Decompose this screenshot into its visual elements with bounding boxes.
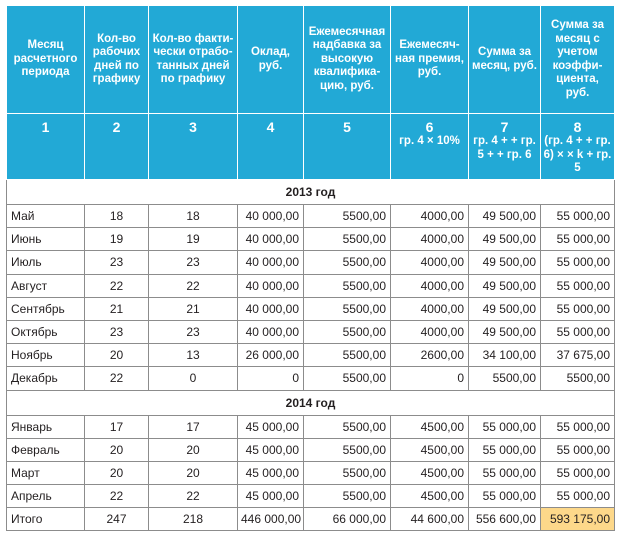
value-cell: 17 xyxy=(85,415,149,438)
value-cell: 20 xyxy=(149,461,238,484)
value-cell: 55 000,00 xyxy=(469,485,541,508)
value-cell: 49 500,00 xyxy=(469,320,541,343)
column-number xyxy=(469,114,541,180)
value-cell: 55 000,00 xyxy=(541,438,615,461)
value-cell: 19 xyxy=(85,228,149,251)
value-cell: 18 xyxy=(85,205,149,228)
value-cell: 21 xyxy=(149,297,238,320)
month-cell: Май xyxy=(7,205,85,228)
month-cell: Октябрь xyxy=(7,320,85,343)
value-cell: 0 xyxy=(149,367,238,390)
column-formula: (гр. 4 + + гр. 6) × × k + гр. 5 xyxy=(543,135,612,174)
column-number-value: 1 xyxy=(41,119,50,135)
value-cell: 55 000,00 xyxy=(541,297,615,320)
value-cell: 5500,00 xyxy=(304,344,391,367)
year-label: 2013 год xyxy=(7,180,615,205)
month-cell: Февраль xyxy=(7,438,85,461)
month-cell: Июль xyxy=(7,251,85,274)
table-row xyxy=(7,344,615,367)
year-row xyxy=(7,390,615,415)
value-cell: 4000,00 xyxy=(391,251,469,274)
value-cell: 446 000,00 xyxy=(238,508,304,531)
value-cell: 55 000,00 xyxy=(541,320,615,343)
month-cell: Январь xyxy=(7,415,85,438)
column-number-value: 6 xyxy=(425,119,434,135)
column-number-value: 2 xyxy=(112,119,121,135)
value-cell: 19 xyxy=(149,228,238,251)
value-cell: 66 000,00 xyxy=(304,508,391,531)
month-cell: Август xyxy=(7,274,85,297)
salary-table xyxy=(6,5,615,531)
month-cell: Сентябрь xyxy=(7,297,85,320)
value-cell: 44 600,00 xyxy=(391,508,469,531)
total-row xyxy=(7,508,615,531)
value-cell: 5500,00 xyxy=(304,461,391,484)
month-cell: Апрель xyxy=(7,485,85,508)
value-cell: 23 xyxy=(149,251,238,274)
column-header: Кол-во рабочих дней по графику xyxy=(85,6,149,114)
table-body xyxy=(7,180,615,531)
column-header: Ежемесячная премия, руб. xyxy=(391,6,469,114)
value-cell: 45 000,00 xyxy=(238,485,304,508)
column-number xyxy=(85,114,149,180)
table-row xyxy=(7,367,615,390)
value-cell: 22 xyxy=(149,274,238,297)
value-cell: 4000,00 xyxy=(391,228,469,251)
column-header: Оклад, руб. xyxy=(238,6,304,114)
column-number xyxy=(149,114,238,180)
value-cell: 218 xyxy=(149,508,238,531)
value-cell: 23 xyxy=(85,251,149,274)
value-cell: 20 xyxy=(149,438,238,461)
value-cell: 40 000,00 xyxy=(238,297,304,320)
value-cell: 5500,00 xyxy=(304,297,391,320)
value-cell: 4000,00 xyxy=(391,297,469,320)
value-cell: 20 xyxy=(85,461,149,484)
table-row xyxy=(7,415,615,438)
column-number xyxy=(238,114,304,180)
table-row xyxy=(7,297,615,320)
value-cell: 5500,00 xyxy=(304,485,391,508)
value-cell: 5500,00 xyxy=(304,438,391,461)
value-cell: 37 675,00 xyxy=(541,344,615,367)
value-cell: 40 000,00 xyxy=(238,251,304,274)
column-number-row xyxy=(7,114,615,180)
column-number xyxy=(304,114,391,180)
value-cell: 45 000,00 xyxy=(238,415,304,438)
value-cell: 5500,00 xyxy=(541,367,615,390)
table-row xyxy=(7,320,615,343)
value-cell: 55 000,00 xyxy=(541,274,615,297)
table-row xyxy=(7,461,615,484)
value-cell: 4500,00 xyxy=(391,438,469,461)
column-number xyxy=(541,114,615,180)
column-number-value: 8 xyxy=(573,119,582,135)
month-cell: Ноябрь xyxy=(7,344,85,367)
value-cell: 22 xyxy=(85,274,149,297)
value-cell: 2600,00 xyxy=(391,344,469,367)
value-cell: 55 000,00 xyxy=(541,461,615,484)
column-formula: гр. 4 + + гр. 5 + + гр. 6 xyxy=(473,135,536,161)
column-formula: гр. 4 × 10% xyxy=(399,135,460,147)
value-cell: 45 000,00 xyxy=(238,461,304,484)
value-cell: 22 xyxy=(85,485,149,508)
table-row xyxy=(7,438,615,461)
month-cell: Декабрь xyxy=(7,367,85,390)
value-cell: 5500,00 xyxy=(304,228,391,251)
value-cell: 55 000,00 xyxy=(541,205,615,228)
column-header: Ежемесячная надбавка за высокую квалификацию, руб. xyxy=(304,6,391,114)
column-number-value: 3 xyxy=(189,119,197,135)
value-cell: 5500,00 xyxy=(304,415,391,438)
value-cell: 22 xyxy=(85,367,149,390)
column-number-value: 5 xyxy=(343,119,351,135)
table-row xyxy=(7,485,615,508)
value-cell: 4500,00 xyxy=(391,461,469,484)
year-label: 2014 год xyxy=(7,390,615,415)
value-cell: 5500,00 xyxy=(304,205,391,228)
value-cell: 23 xyxy=(149,320,238,343)
header-row xyxy=(7,6,615,114)
value-cell: 13 xyxy=(149,344,238,367)
column-number xyxy=(391,114,469,180)
value-cell: 247 xyxy=(85,508,149,531)
value-cell: 55 000,00 xyxy=(541,415,615,438)
value-cell: 17 xyxy=(149,415,238,438)
value-cell: 4500,00 xyxy=(391,415,469,438)
value-cell: 21 xyxy=(85,297,149,320)
value-cell: 49 500,00 xyxy=(469,297,541,320)
value-cell: 0 xyxy=(238,367,304,390)
value-cell: 49 500,00 xyxy=(469,251,541,274)
value-cell: 556 600,00 xyxy=(469,508,541,531)
column-header: Сумма за месяц с учетом коэффициента, руб. xyxy=(541,6,615,114)
value-cell: 4000,00 xyxy=(391,274,469,297)
value-cell: 5500,00 xyxy=(304,251,391,274)
value-cell: 49 500,00 xyxy=(469,274,541,297)
column-number xyxy=(7,114,85,180)
value-cell: 18 xyxy=(149,205,238,228)
column-number-value: 7 xyxy=(500,119,509,135)
value-cell: 5500,00 xyxy=(304,367,391,390)
column-number-value: 4 xyxy=(266,119,275,135)
table-row xyxy=(7,274,615,297)
table-row xyxy=(7,205,615,228)
value-cell: 55 000,00 xyxy=(541,228,615,251)
value-cell: 55 000,00 xyxy=(541,251,615,274)
value-cell: 34 100,00 xyxy=(469,344,541,367)
column-header: Месяц расчетного периода xyxy=(7,6,85,114)
column-header: Сумма за месяц, руб. xyxy=(469,6,541,114)
value-cell: 5500,00 xyxy=(304,320,391,343)
value-cell: 20 xyxy=(85,438,149,461)
value-cell: 55 000,00 xyxy=(469,461,541,484)
value-cell: 40 000,00 xyxy=(238,205,304,228)
value-cell: 23 xyxy=(85,320,149,343)
month-cell: Итого xyxy=(7,508,85,531)
value-cell: 0 xyxy=(391,367,469,390)
value-cell: 40 000,00 xyxy=(238,228,304,251)
value-cell: 49 500,00 xyxy=(469,228,541,251)
year-row xyxy=(7,180,615,205)
column-header: Кол-во фактически отработанных дней по графику xyxy=(149,6,238,114)
value-cell: 593 175,00 xyxy=(541,508,615,531)
value-cell: 40 000,00 xyxy=(238,274,304,297)
value-cell: 40 000,00 xyxy=(238,320,304,343)
table-row xyxy=(7,251,615,274)
value-cell: 55 000,00 xyxy=(469,438,541,461)
value-cell: 45 000,00 xyxy=(238,438,304,461)
value-cell: 22 xyxy=(149,485,238,508)
value-cell: 26 000,00 xyxy=(238,344,304,367)
value-cell: 55 000,00 xyxy=(469,415,541,438)
value-cell: 4000,00 xyxy=(391,320,469,343)
value-cell: 5500,00 xyxy=(469,367,541,390)
value-cell: 4500,00 xyxy=(391,485,469,508)
month-cell: Июнь xyxy=(7,228,85,251)
value-cell: 55 000,00 xyxy=(541,485,615,508)
value-cell: 20 xyxy=(85,344,149,367)
month-cell: Март xyxy=(7,461,85,484)
value-cell: 49 500,00 xyxy=(469,205,541,228)
value-cell: 4000,00 xyxy=(391,205,469,228)
table-row xyxy=(7,228,615,251)
value-cell: 5500,00 xyxy=(304,274,391,297)
